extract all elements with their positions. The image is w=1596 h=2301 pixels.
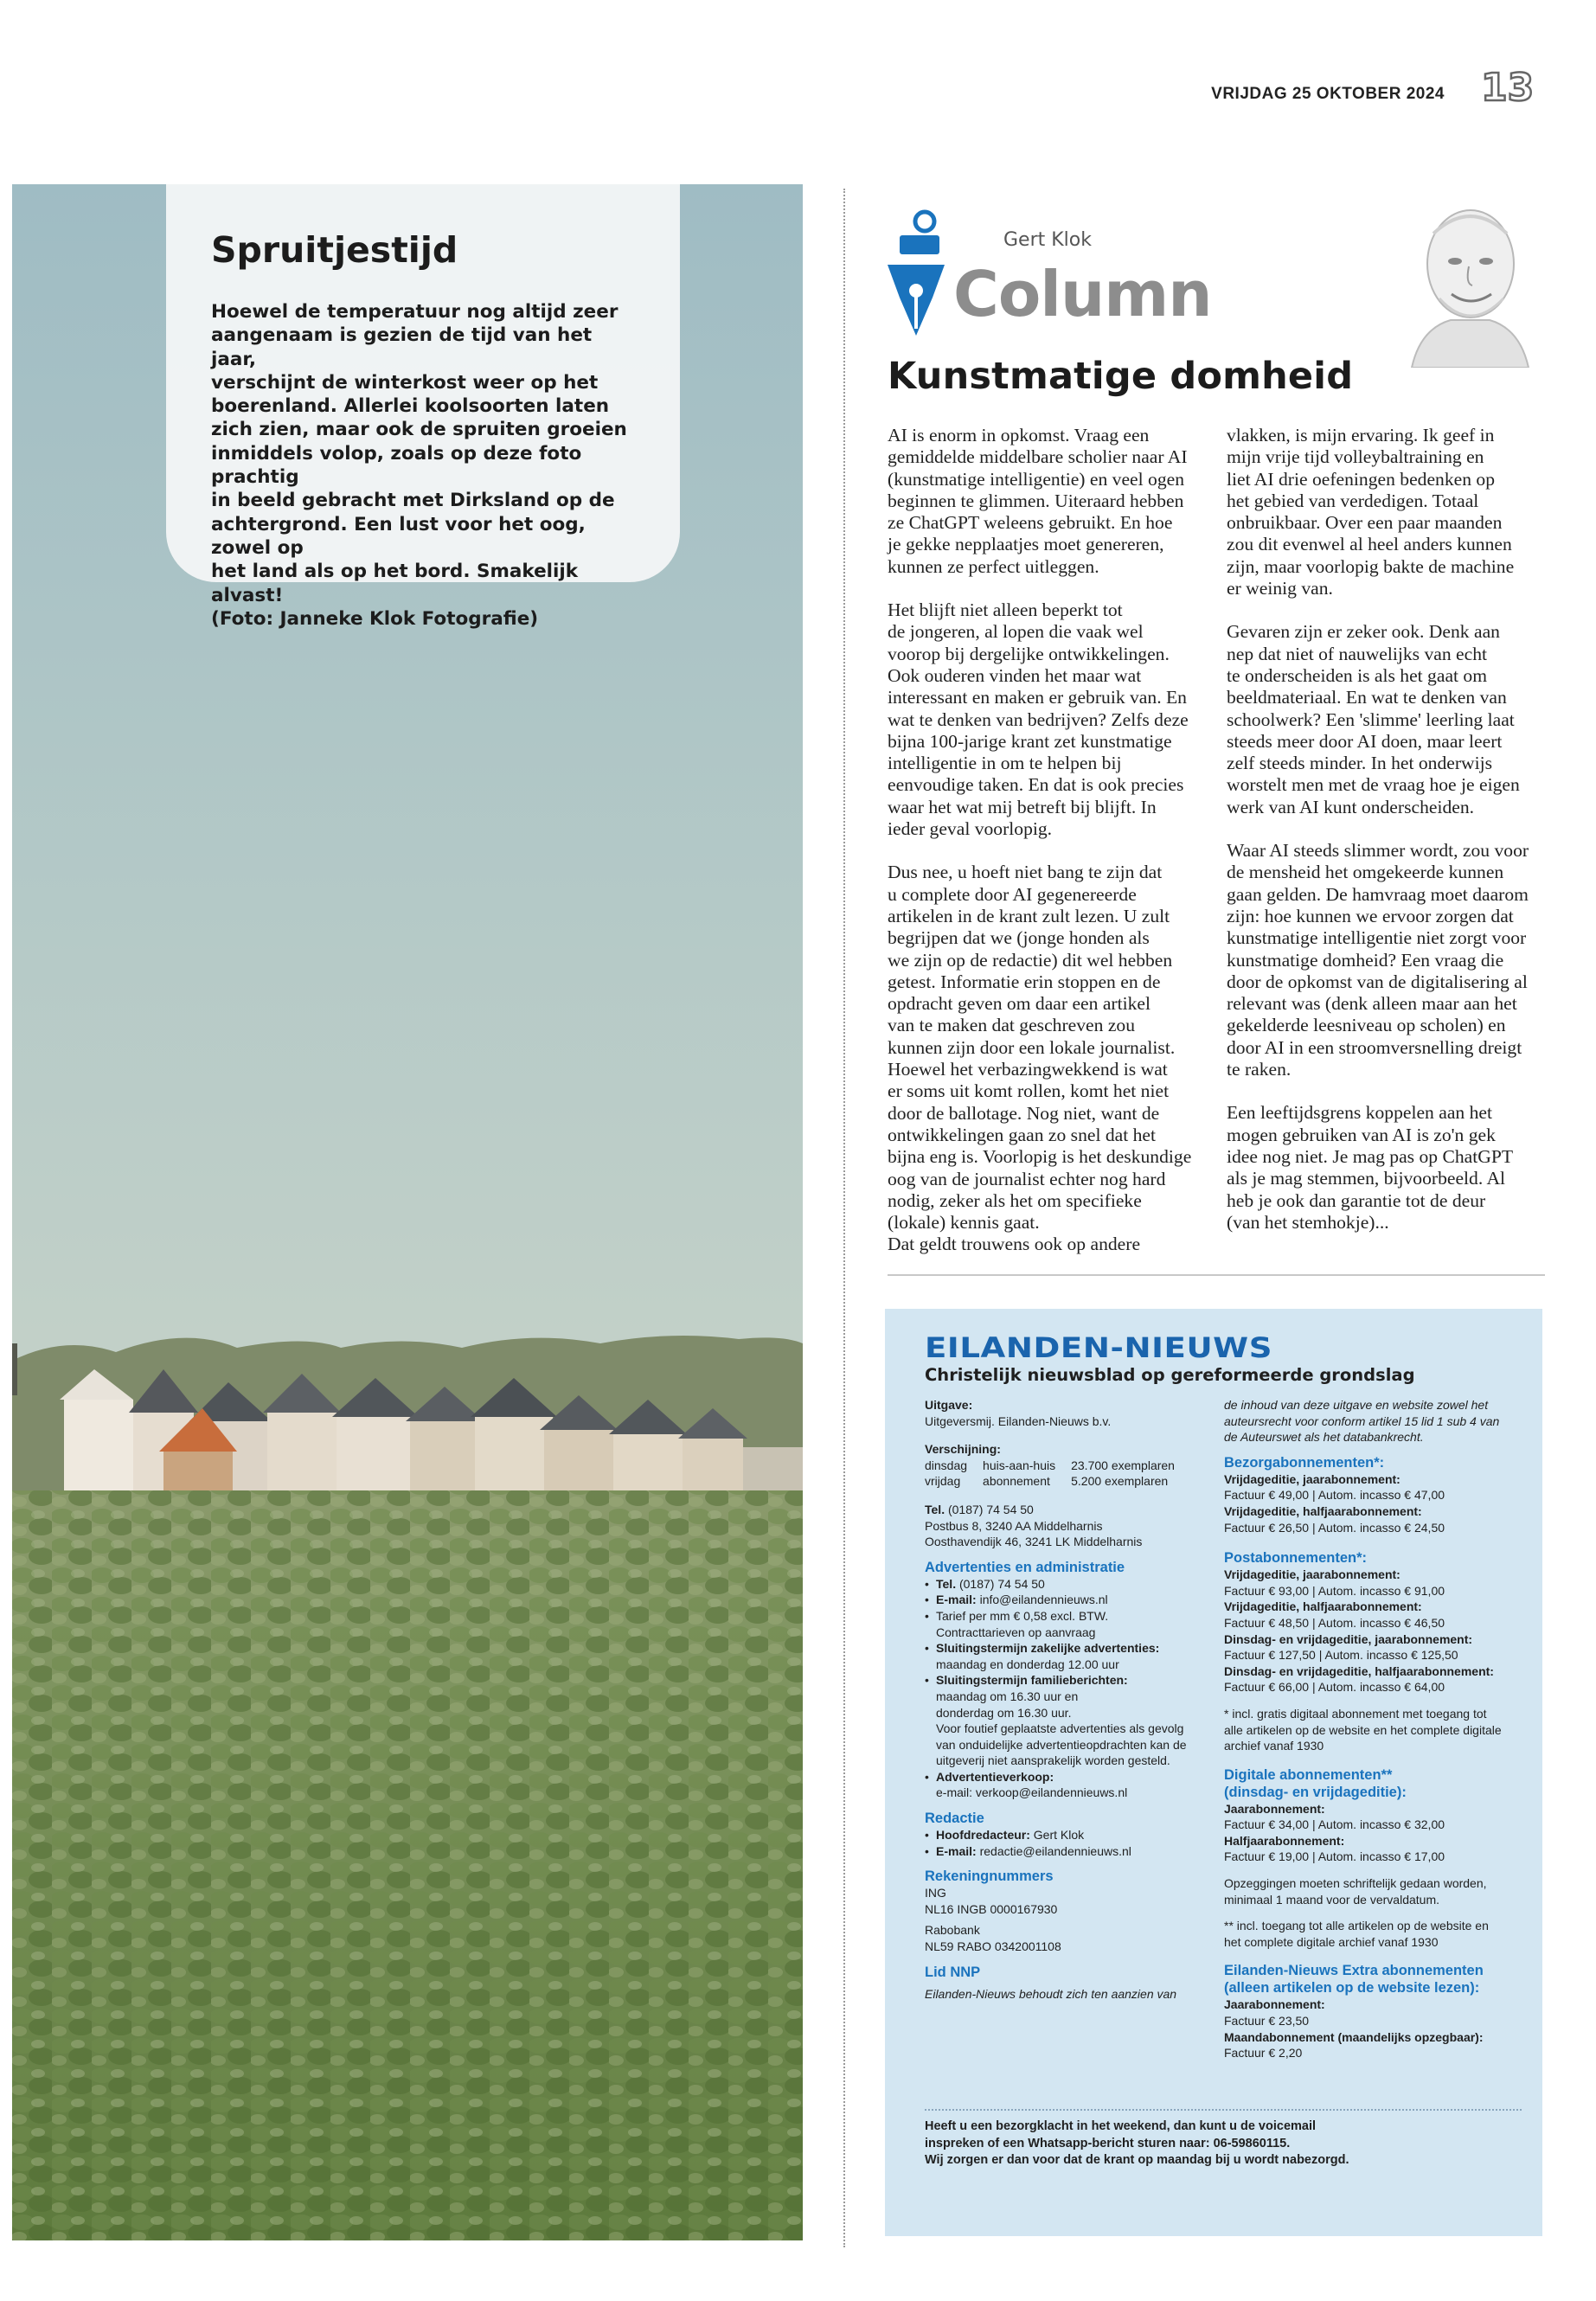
subscription-label: Maandabonnement (maandelijks opzegbaar): xyxy=(1224,2029,1484,2044)
subscription-price: Factuur € 49,00 | Autom. incasso € 47,00 xyxy=(1224,1488,1445,1503)
table-cell: vrijdag xyxy=(925,1474,961,1489)
value: (0187) 74 54 50 xyxy=(958,1576,1045,1591)
redactie-list xyxy=(925,1827,1210,1859)
list-item xyxy=(925,1576,1210,1593)
tel-label: Tel. xyxy=(925,1502,945,1516)
subscription-label: Dinsdag- en vrijdageditie, jaarabonnement: xyxy=(1224,1631,1473,1646)
section-rule xyxy=(888,1274,1545,1276)
subscription-label: Jaarabonnement: xyxy=(1224,1997,1325,2012)
subscription-label: Vrijdageditie, jaarabonnement: xyxy=(1224,1471,1401,1486)
subscription-price: Factuur € 48,50 | Autom. incasso € 46,50 xyxy=(1224,1615,1445,1630)
fountain-pen-icon xyxy=(884,208,948,342)
bank-name: ING xyxy=(925,1886,946,1900)
subscription-label: Vrijdageditie, halfjaarabonnement: xyxy=(1224,1503,1422,1518)
article-paragraph: Een leeftijdsgrens koppelen aan het mogen gebruiken van AI is zo'n gek idee nog niet. Je mag pas op ChatGPT als je mag stemmen, bijvoorbeeld. Al heb je ook dan garantie tot de deur (van het stemhokje)... xyxy=(1227,1102,1514,1233)
advertenties-list xyxy=(925,1576,1210,1801)
email-link[interactable]: info@eilandennieuws.nl xyxy=(979,1593,1108,1607)
subscription-price: Factuur € 93,00 | Autom. incasso € 91,00 xyxy=(1224,1583,1445,1598)
subscription-price: Factuur € 26,50 | Autom. incasso € 24,50 xyxy=(1224,1520,1445,1535)
table-cell: abonnement xyxy=(983,1474,1050,1489)
article-paragraph: Gevaren zijn er zeker ook. Denk aan nep dat niet of nauwelijks van echt te onderscheiden is als het gaat om beeldmateriaal. En wat te denken van schoolwerk? Een 'slimme' leerling laat steeds meer door AI doen, maar leert zelf steeds minder. In het onderwijs worstelt men met de vraag hoe je eigen werk van AI kunt onderscheiden. xyxy=(1227,621,1520,817)
uitgave-value: Uitgeversmij. Eilanden-Nieuws b.v. xyxy=(925,1413,1112,1428)
verschijning-label: Verschijning: xyxy=(925,1442,1001,1457)
list-item xyxy=(925,1769,1210,1801)
phone-line xyxy=(925,1502,1210,1518)
list-item xyxy=(925,1672,1210,1769)
rekening-heading: Rekeningnummers xyxy=(925,1868,1054,1885)
subscription-label: Dinsdag- en vrijdageditie, halfjaarabonnement: xyxy=(1224,1663,1494,1678)
extra-heading: Eilanden-Nieuws Extra abonnementen (alleen artikelen op de website lezen): xyxy=(1224,1963,1484,1997)
table-cell: huis-aan-huis xyxy=(983,1458,1056,1472)
subscription-price: Factuur € 19,00 | Autom. incasso € 17,00 xyxy=(1224,1849,1445,1864)
list-item xyxy=(925,1592,1210,1608)
colophon-box xyxy=(885,1309,1542,2236)
bank-account: NL16 INGB 0000167930 xyxy=(925,1901,1058,1916)
article-paragraph: vlakken, is mijn ervaring. Ik geef in mijn vrije tijd volleybaltraining en liet AI drie oefeningen bedenken op het gebied van verdedigen. Totaal onbruikbaar. Over een paar maanden zou dit evenwel al heel anders kunnen zijn, maar voorlopig bakte de machine er weinig van. xyxy=(1227,425,1515,599)
digital-heading: Digitale abonnementen** (dinsdag- en vrijdageditie): xyxy=(1224,1766,1407,1800)
street-address: Oosthavendijk 46, 3241 LK Middelharnis xyxy=(925,1535,1143,1549)
article-column-1 xyxy=(888,425,1220,1278)
postal-address: Postbus 8, 3240 AA Middelharnis xyxy=(925,1518,1103,1533)
table-cell: 23.700 exemplaren xyxy=(1071,1458,1175,1472)
table-row xyxy=(925,1458,1190,1474)
email-link[interactable]: redactie@eilandennieuws.nl xyxy=(979,1843,1131,1858)
email-link[interactable]: e-mail: verkoop@eilandennieuws.nl xyxy=(936,1785,1128,1800)
bank-account: NL59 RABO 0342001108 xyxy=(925,1939,1061,1954)
column-label: Column xyxy=(953,258,1212,330)
label: E-mail: xyxy=(936,1593,977,1607)
subscription-label: Vrijdageditie, jaarabonnement: xyxy=(1224,1567,1401,1582)
page-number: 13 xyxy=(1481,66,1535,110)
tel-value: (0187) 74 54 50 xyxy=(947,1502,1034,1516)
label: • Advertentieverkoop: xyxy=(936,1769,1054,1784)
notice-divider xyxy=(925,2109,1522,2111)
author-portrait xyxy=(1403,199,1533,372)
value: maandag om 16.30 uur en donderdag om 16.30 uur. Voor foutief geplaatste advertenties als gevolg van onduidelijke advertentieopdrachten kan de uitgeverij niet aansprakelijk worden gesteld. xyxy=(936,1689,1187,1768)
redactie-heading: Redactie xyxy=(925,1811,984,1827)
advertenties-heading: Advertenties en administratie xyxy=(925,1559,1125,1575)
lid-nnp-heading: Lid NNP xyxy=(925,1964,981,1980)
article-headline: Kunstmatige domheid xyxy=(888,355,1354,398)
subscription-price: Factuur € 23,50 xyxy=(1224,2014,1310,2029)
bezorg-heading: Bezorgabonnementen*: xyxy=(1224,1454,1385,1471)
list-item xyxy=(925,1640,1210,1672)
article-paragraph: Dus nee, u hoeft niet bang te zijn dat u complete door AI gegenereerde artikelen in de krant zult lezen. U zult begrijpen dat we (jonge honden als we zijn op de redactie) dit wel hebben getest. Informatie erin stoppen en de opdracht geven om daar een artikel van te maken dat geschreven zou kunnen zijn door een lokale journalist. Hoewel het verbazingwekkend is wat er soms uit komt rollen, komt het niet door de ballotage. Nog niet, want de ontwikkelingen gaan zo snel dat het bijna eng is. Voorlopig is het deskundige oog van de journalist echter nog hard nodig, zeker als het om specifieke (lokale) kennis gaat. Dat geldt trouwens ook op andere xyxy=(888,862,1192,1255)
subscription-label: Jaarabonnement: xyxy=(1224,1801,1325,1816)
uitgave-label: Uitgave: xyxy=(925,1398,973,1412)
value: maandag en donderdag 12.00 uur xyxy=(936,1657,1119,1671)
subscription-label: Halfjaarabonnement: xyxy=(1224,1833,1345,1848)
rights-text-end: de inhoud van deze uitgave en website zowel het auteursrecht voor conform artikel 15 lid 1 sub 4 van de Auteurswet als het databankrecht. xyxy=(1224,1398,1500,1445)
table-cell: 5.200 exemplaren xyxy=(1071,1474,1169,1489)
photo-caption-title: Spruitjestijd xyxy=(211,229,458,271)
colophon-left-column xyxy=(925,1397,1210,2002)
issue-date: VRIJDAG 25 OKTOBER 2024 xyxy=(1211,85,1445,103)
column-divider xyxy=(843,189,845,2247)
colophon-right-column xyxy=(1224,1397,1535,2061)
rights-text-start: Eilanden-Nieuws behoudt zich ten aanzien van xyxy=(925,1986,1177,2001)
column-author: Gert Klok xyxy=(1003,229,1092,251)
article-paragraph: Waar AI steeds slimmer wordt, zou voor de mensheid het omgekeerde kunnen gaan gelden. De hamvraag moet daarom zijn: hoe kunnen we ervoor zorgen dat kunstmatige intelligentie niet zorgt voor kunstmatige domheid? Een vraag die door de opkomst van de digitalisering al relevant was (denk alleen maar aan het gekelderde leesniveau op scholen) en door AI in een stroomversnelling dreigt te raken. xyxy=(1227,840,1529,1080)
label: Hoofdredacteur: xyxy=(936,1828,1030,1843)
article-paragraph: Het blijft niet alleen beperkt tot de jongeren, al lopen die vaak wel voorop bij dergelijke ontwikkelingen. Ook ouderen vinden het maar wat interessant en maken er gebruik van. En wat te denken van bedrijven? Zelfs deze bijna 100-jarige krant zet kunstmatige intelligentie in om te helpen bij eenvoudige taken. En dat is ook precies waar het wat mij betreft bij blijft. In ieder geval voorlopig. xyxy=(888,599,1189,840)
label: E-mail: xyxy=(936,1843,977,1858)
delivery-complaint-notice: Heeft u een bezorgklacht in het weekend, dan kunt u de voicemail inspreken of een Whatsapp-bericht sturen naar: 06-59860115. Wij zorgen er dan voor dat de krant op maandag bij u wordt nabezorgd. xyxy=(925,2119,1349,2167)
table-cell: dinsdag xyxy=(925,1458,968,1472)
value: Gert Klok xyxy=(1033,1828,1085,1843)
label: • Sluitingstermijn familieberichten: xyxy=(936,1673,1128,1688)
list-item: • Tarief per mm € 0,58 excl. BTW. Contracttarieven op aanvraag xyxy=(925,1608,1210,1640)
list-item xyxy=(925,1827,1210,1843)
post-note: * incl. gratis digitaal abonnement met toegang tot alle artikelen op de website en het complete digitale archief vanaf 1930 xyxy=(1224,1706,1502,1753)
subscription-price: Factuur € 2,20 xyxy=(1224,2046,1303,2061)
post-heading: Postabonnementen*: xyxy=(1224,1550,1368,1567)
photo-caption-box xyxy=(166,184,680,630)
subscription-price: Factuur € 127,50 | Autom. incasso € 125,50 xyxy=(1224,1648,1458,1663)
verschijning-table xyxy=(925,1458,1190,1490)
label: Tel. xyxy=(936,1576,957,1591)
digital-note: ** incl. toegang tot alle artikelen op de website en het complete digitale archief vanaf 1930 xyxy=(1224,1919,1489,1949)
label: • Sluitingstermijn zakelijke advertenties: xyxy=(936,1641,1160,1656)
article-paragraph: AI is enorm in opkomst. Vraag een gemiddelde middelbare scholier naar AI (kunstmatige intelligentie) en veel ogen beginnen te glimmen. Uiteraard hebben ze ChatGPT weleens gebruikt. En hoe je gekke nepplaatjes moet genereren, kunnen ze perfect uitleggen. xyxy=(888,425,1188,577)
bank-name: Rabobank xyxy=(925,1923,980,1938)
newspaper-subtitle: Christelijk nieuwsblad op gereformeerde grondslag xyxy=(925,1365,1415,1385)
article-column-2 xyxy=(1227,425,1551,1255)
cancellation-note: Opzeggingen moeten schriftelijk gedaan worden, minimaal 1 maand voor de vervaldatum. xyxy=(1224,1876,1487,1907)
eilanden-nieuws-logo: EILANDEN-NIEUWS xyxy=(925,1331,1273,1364)
table-row xyxy=(925,1473,1190,1490)
subscription-label: Vrijdageditie, halfjaarabonnement: xyxy=(1224,1599,1422,1614)
subscription-price: Factuur € 66,00 | Autom. incasso € 64,00 xyxy=(1224,1680,1445,1695)
photo-caption-text: Hoewel de temperatuur nog altijd zeer aangenaam is gezien de tijd van het jaar, verschijnt de winterkost weer op het boerenland. Allerlei koolsoorten laten zich zien, maar ook de spruiten groeien inmiddels volop, zoals op deze foto prachtig in beeld gebracht met Dirksland op de achtergrond. Een lust voor het oog, zowel op het land als op het bord. Smakelijk alvast! (Foto: Janneke Klok Fotografie) xyxy=(211,301,627,630)
list-item xyxy=(925,1843,1210,1860)
subscription-price: Factuur € 34,00 | Autom. incasso € 32,00 xyxy=(1224,1817,1445,1832)
